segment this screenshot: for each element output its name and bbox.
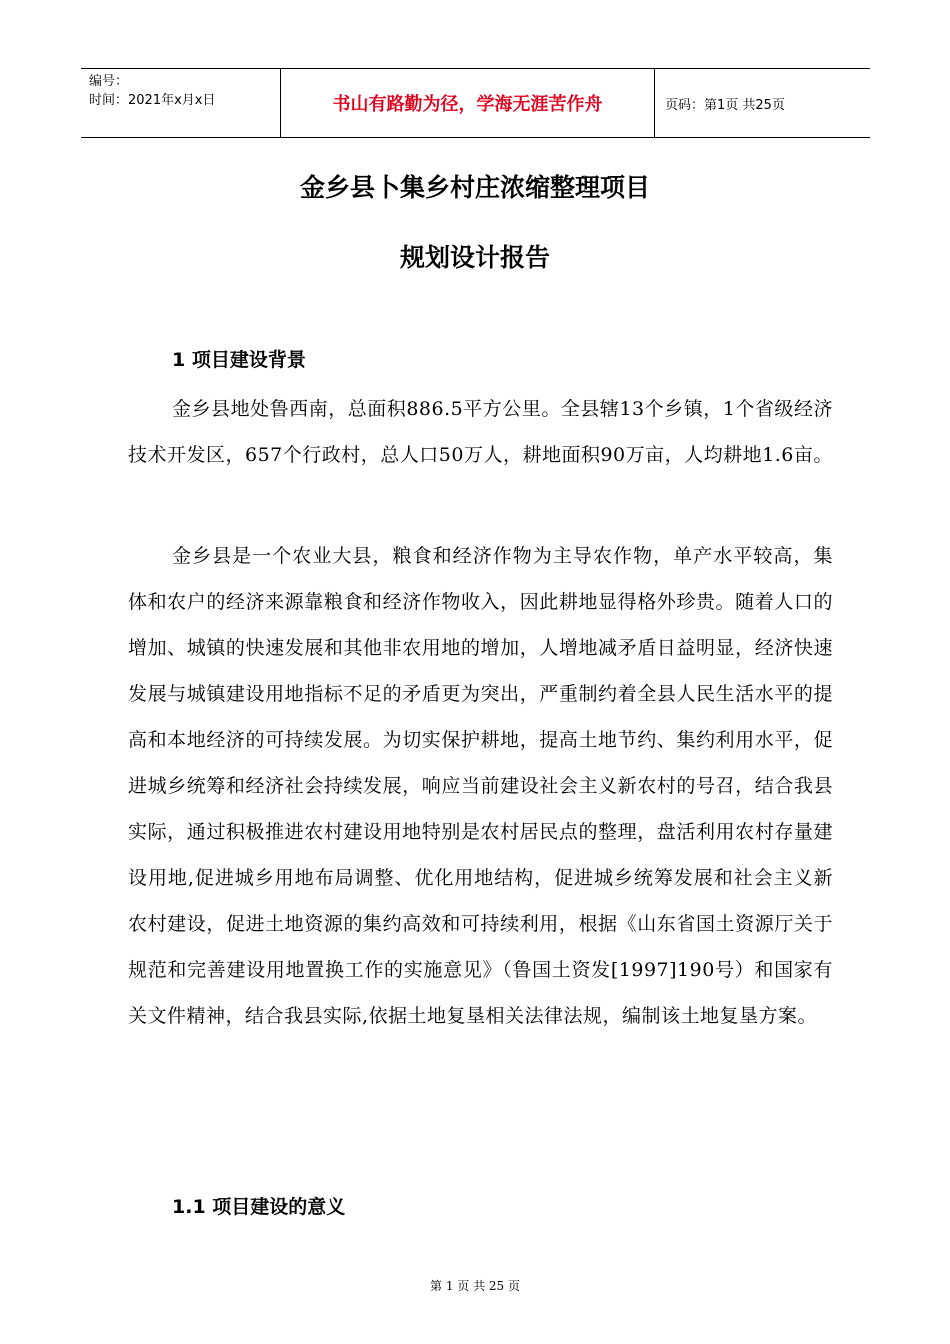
page-footer: 第 1 页 共 25 页	[430, 1279, 520, 1293]
header-time-label: 时间：2021年x月x日	[89, 93, 216, 108]
header-motto: 书山有路勤为径，学海无涯苦作舟	[281, 69, 655, 137]
header-page-info: 页码：第1页 共25页	[665, 97, 785, 113]
document-subtitle: 规划设计报告	[399, 243, 550, 272]
page-header	[81, 68, 870, 138]
section-heading-1: 1 项目建设背景	[172, 349, 306, 371]
document-title: 金乡县卜集乡村庄浓缩整理项目	[299, 173, 650, 202]
header-meta	[81, 69, 281, 137]
header-number-label: 编号：	[89, 74, 129, 89]
body-paragraph-2: 金乡县是一个农业大县，粮食和经济作物为主导农作物，单产水平较高，集体和农户的经济来源靠粮食和经济作物收入，因此耕地显得格外珍贵。随着人口的增加、城镇的快速发展和其他非农用地的增加，人增地减矛盾日益明显，经济快速发展与城镇建设用地指标不足的矛盾更为突出，严重制约着全县人民生活水平的提高和本地经济的可持续发展。为切实保护耕地，提高土地节约、集约利用水平，促进城乡统筹和经济社会持续发展，响应当前建设社会主义新农村的号召，结合我县实际，通过积极推进农村建设用地特别是农村居民点的整理，盘活利用农村存量建设用地,促进城乡用地布局调整、优化用地结构，促进城乡统筹发展和社会主义新农村建设，促进土地资源的集约高效和可持续利用，根据《山东省国土资源厅关于规范和完善建设用地置换工作的实施意见》（鲁国土资发[1997]190号）和国家有关文件精神，结合我县实际,依据土地复垦相关法律法规，编制该土地复垦方案。	[128, 545, 833, 1027]
section-heading-1-1: 1.1 项目建设的意义	[172, 1196, 346, 1218]
body-paragraph-1: 金乡县地处鲁西南，总面积886.5平方公里。全县辖13个乡镇，1个省级经济技术开发区，657个行政村，总人口50万人，耕地面积90万亩，人均耕地1.6亩。	[128, 398, 833, 466]
